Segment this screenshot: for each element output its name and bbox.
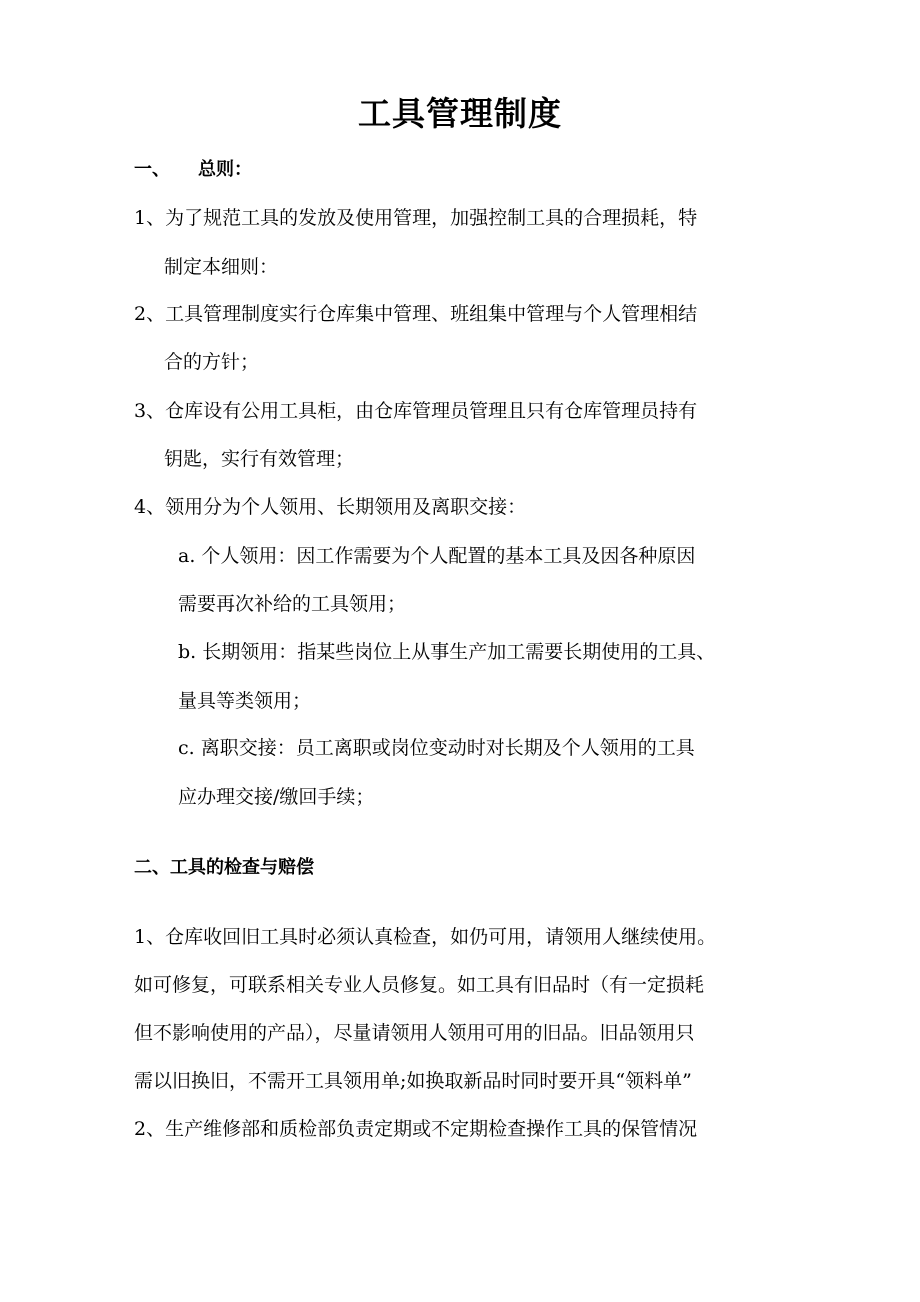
section-1-item-1-line-1: 1、为了规范工具的发放及使用管理，加强控制工具的合理损耗，特 xyxy=(134,207,698,229)
section-1-item-3-line-2: 钥匙，实行有效管理； xyxy=(164,448,355,470)
section-1-title: 总则： xyxy=(198,159,252,180)
subitem-a-line-1: a. 个人领用：因工作需要为个人配置的基本工具及因各种原因 xyxy=(178,545,696,567)
section-1-item-2-line-1: 2、工具管理制度实行仓库集中管理、班组集中管理与个人管理相结 xyxy=(134,303,698,325)
subitem-b-line-1: b. 长期领用：指某些岗位上从事生产加工需要长期使用的工具、 xyxy=(178,641,716,663)
section-2-heading: 二、工具的检查与赔偿 xyxy=(134,857,314,878)
section-1-number: 一、 xyxy=(134,159,170,180)
subitem-c-line-2: 应办理交接/缴回手续； xyxy=(178,786,375,808)
subitem-b-line-2: 量具等类领用； xyxy=(178,690,312,712)
section-2-line-1: 1、仓库收回旧工具时必须认真检查，如仍可用，请领用人继续使用。 xyxy=(134,926,717,948)
section-2-line-4: 需以旧换旧，不需开工具领用单;如换取新品时同时要开具“领料单” xyxy=(134,1070,692,1092)
section-1-item-1-line-2: 制定本细则： xyxy=(164,256,279,278)
document-title: 工具管理制度 xyxy=(358,94,562,133)
section-2-line-2: 如可修复，可联系相关专业人员修复。如工具有旧品时（有一定损耗 xyxy=(134,974,705,996)
section-1-heading xyxy=(134,155,252,185)
section-1-item-4-line-1: 4、领用分为个人领用、长期领用及离职交接： xyxy=(134,496,527,518)
section-1-item-2-line-2: 合的方针； xyxy=(164,351,260,373)
section-2-line-3: 但不影响使用的产品），尽量请领用人领用可用的旧品。旧品领用只 xyxy=(134,1022,695,1044)
section-1-item-3-line-1: 3、仓库设有公用工具柜，由仓库管理员管理且只有仓库管理员持有 xyxy=(134,400,698,422)
subitem-a-line-2: 需要再次补给的工具领用； xyxy=(178,593,407,615)
subitem-c-line-1: c. 离职交接：员工离职或岗位变动时对长期及个人领用的工具 xyxy=(178,737,695,759)
section-2-line-5: 2、生产维修部和质检部负责定期或不定期检查操作工具的保管情况 xyxy=(134,1118,698,1140)
